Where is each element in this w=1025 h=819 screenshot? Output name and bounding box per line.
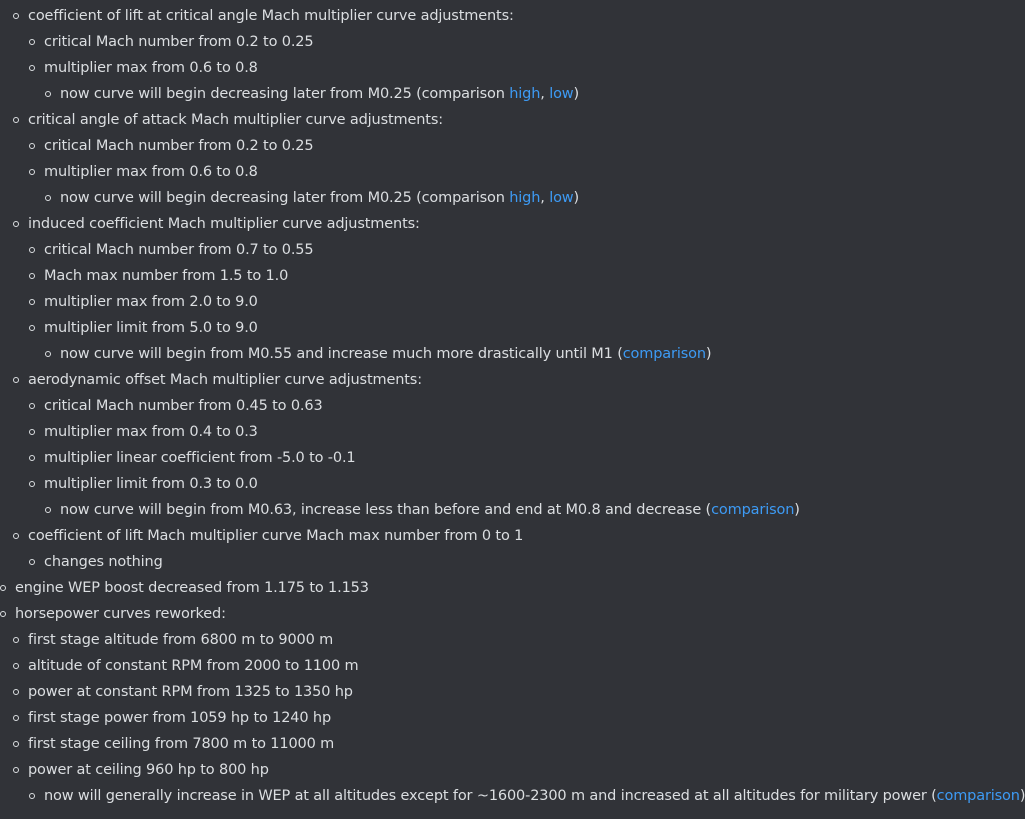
list-item-text [44,450,356,466]
bullet-icon [45,351,51,357]
list-item [0,705,993,731]
bullet-icon [45,507,51,513]
list-item-text [28,736,334,752]
bullet-icon [29,793,35,799]
list-item-text [28,658,358,674]
bullet-icon [13,13,19,19]
list-item [0,107,993,133]
list-item [0,601,993,627]
text-segment: now curve will begin decreasing later from M0.25 (comparison [60,86,510,102]
bullet-icon [13,377,19,383]
bullet-icon [29,559,35,565]
list-item-text [15,580,369,596]
text-segment: power at ceiling 960 hp to 800 hp [28,762,269,778]
link[interactable]: low [549,86,574,102]
list-item-text [44,242,313,258]
link[interactable]: comparison [622,346,706,362]
text-segment: ) [1019,788,1025,804]
bullet-icon [13,689,19,695]
bullet-icon [0,611,6,617]
text-segment: , [540,86,550,102]
list-item [0,29,993,55]
list-item [0,471,993,497]
list-item-text [28,8,514,24]
text-segment: induced coefficient Mach multiplier curve adjustments: [28,216,420,232]
list-item [0,367,993,393]
bullet-icon [0,585,6,591]
text-segment: multiplier max from 2.0 to 9.0 [44,294,258,310]
text-segment: multiplier max from 0.6 to 0.8 [44,60,258,76]
list-item-text [28,684,353,700]
list-item-text [28,632,333,648]
list-item [0,679,993,705]
text-segment: ) [794,502,800,518]
list-item [0,315,993,341]
bullet-icon [13,637,19,643]
list-item-text [60,502,800,518]
list-item [0,185,993,211]
list-item-text [44,398,323,414]
list-item [0,3,993,29]
bullet-icon [29,143,35,149]
text-segment: first stage ceiling from 7800 m to 11000 m [28,736,335,752]
text-segment: multiplier linear coefficient from -5.0 to -0.1 [44,450,356,466]
text-segment: critical Mach number from 0.2 to 0.25 [44,138,314,154]
text-segment: first stage altitude from 6800 m to 9000 m [28,632,334,648]
list-item [0,575,993,601]
list-item-text [44,320,258,336]
bullet-icon [29,299,35,305]
text-segment: now will generally increase in WEP at all altitudes except for ~1600-2300 m and increased at all altitudes for military power ( [44,788,937,804]
list-item-text [60,190,579,206]
list-item [0,263,993,289]
bullet-icon [29,481,35,487]
list-item [0,549,993,575]
text-segment: Mach max number from 1.5 to 1.0 [44,268,289,284]
list-item [0,419,993,445]
list-item-text [28,112,443,128]
list-item [0,237,993,263]
bullet-icon [29,455,35,461]
text-segment: coefficient of lift Mach multiplier curve Mach max number from 0 to 1 [28,528,524,544]
link[interactable]: high [509,190,541,206]
list-item [0,211,993,237]
list-item [0,55,993,81]
text-segment: now curve will begin from M0.55 and increase much more drastically until M1 ( [60,346,623,362]
list-item-text [44,268,288,284]
list-item-text [44,424,258,440]
list-item [0,523,993,549]
text-segment: ) [705,346,712,362]
text-segment: critical angle of attack Mach multiplier curve adjustments: [28,112,443,128]
list-item-text [60,86,579,102]
text-segment: , [540,190,550,206]
bullet-icon [29,273,35,279]
bullet-icon [13,663,19,669]
text-segment: engine WEP boost decreased from 1.175 to 1.153 [15,580,369,596]
text-segment: multiplier limit from 5.0 to 9.0 [44,320,258,336]
list-item-text [60,346,711,362]
list-item [0,393,993,419]
text-segment: multiplier limit from 0.3 to 0.0 [44,476,258,492]
list-item [0,341,993,367]
bullet-icon [29,39,35,45]
text-segment: critical Mach number from 0.2 to 0.25 [44,34,314,50]
list-item [0,133,993,159]
bullet-icon [29,403,35,409]
text-segment: altitude of constant RPM from 2000 to 1100 m [28,658,359,674]
bullet-icon [13,533,19,539]
text-segment: now curve will begin decreasing later from M0.25 (comparison [60,190,510,206]
list-item-text [28,710,331,726]
link[interactable]: comparison [936,788,1020,804]
bullet-icon [29,65,35,71]
text-segment: now curve will begin from M0.63, increase less than before and end at M0.8 and decrease ( [60,502,712,518]
text-segment: first stage power from 1059 hp to 1240 hp [28,710,332,726]
list-item-text [44,554,163,570]
bullet-icon [29,169,35,175]
link[interactable]: comparison [711,502,795,518]
bullet-icon [13,741,19,747]
text-segment: aerodynamic offset Mach multiplier curve adjustments: [28,372,422,388]
bullet-icon [45,195,51,201]
bullet-icon [29,325,35,331]
link[interactable]: low [549,190,574,206]
text-segment: horsepower curves reworked: [15,606,226,622]
list-item-text [44,476,258,492]
text-segment: multiplier max from 0.6 to 0.8 [44,164,258,180]
list-item [0,81,993,107]
list-item [0,159,993,185]
bullet-icon [29,247,35,253]
list-item [0,445,993,471]
text-segment: critical Mach number from 0.7 to 0.55 [44,242,314,258]
bullet-icon [13,767,19,773]
list-item-text [44,34,313,50]
list-item-text [44,788,1025,804]
bullet-icon [13,117,19,123]
text-segment: ) [573,190,580,206]
list-item-text [28,372,422,388]
list-item [0,289,993,315]
list-item [0,653,993,679]
text-segment: critical Mach number from 0.45 to 0.63 [44,398,323,414]
list-item-text [28,216,420,232]
text-segment: changes nothing [44,554,163,570]
list-item-text [44,164,258,180]
list-item-text [44,60,258,76]
bullet-icon [45,91,51,97]
list-item-text [28,762,269,778]
list-item [0,497,993,523]
changelog-list [0,3,1025,809]
list-item [0,731,993,757]
link[interactable]: high [509,86,541,102]
list-item [0,783,1025,809]
bullet-icon [13,715,19,721]
text-segment: coefficient of lift at critical angle Mach multiplier curve adjustments: [28,8,514,24]
list-item [0,627,993,653]
bullet-icon [13,221,19,227]
text-segment: multiplier max from 0.4 to 0.3 [44,424,258,440]
bullet-icon [29,429,35,435]
list-item-text [28,528,523,544]
list-item [0,757,993,783]
text-segment: power at constant RPM from 1325 to 1350 hp [28,684,353,700]
list-item-text [44,294,258,310]
text-segment: ) [573,86,580,102]
list-item-text [15,606,226,622]
list-item-text [44,138,313,154]
